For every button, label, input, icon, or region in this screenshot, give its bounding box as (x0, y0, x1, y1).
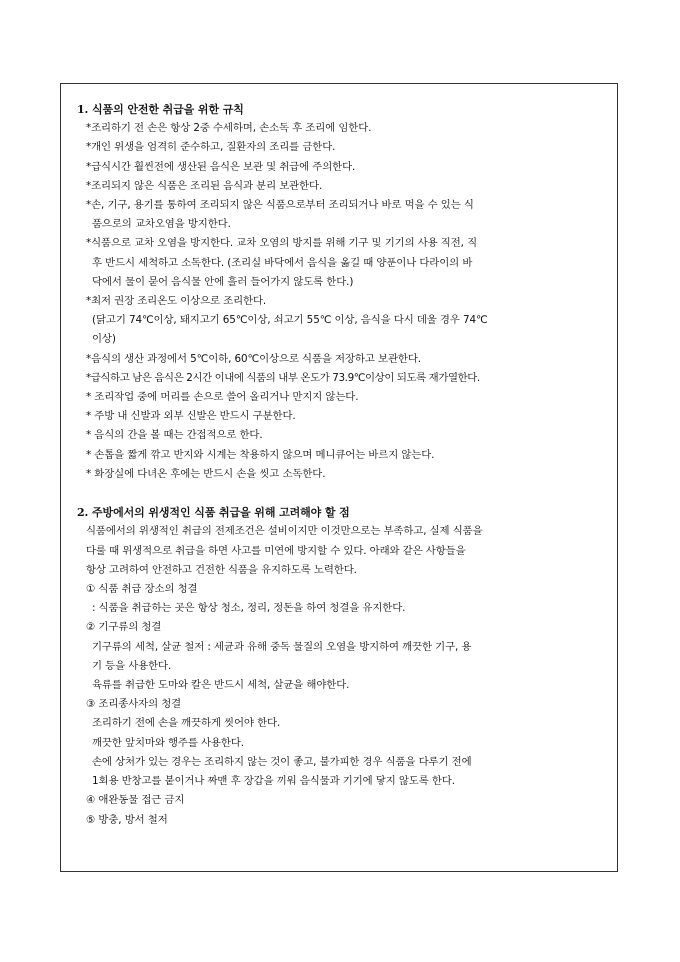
paragraph-line: 기구류의 세척, 살균 철저 : 세균과 유해 중독 물질의 오염을 방지하여 깨끗한 기구, 용 (92, 640, 472, 653)
paragraph-line: 기 등을 사용한다. (92, 659, 172, 672)
rule-line: *손, 기구, 용기를 통하여 조리되지 않은 식품으로부터 조리되거나 바로 먹을 수 있는 식 (86, 199, 474, 212)
paragraph-line: 손에 상처가 있는 경우는 조리하지 않는 것이 좋고, 불가피한 경우 식품을 다루기 전에 (92, 755, 472, 768)
subheading: ⑤ 방충, 방서 철저 (86, 813, 168, 826)
rule-line: *조리되지 않은 식품은 조리된 음식과 분리 보관한다. (86, 179, 323, 192)
rule-line: * 주방 내 신발과 외부 신발은 반드시 구분한다. (86, 410, 296, 423)
rule-line: *개인 위생을 엄격히 준수하고, 질환자의 조리를 금한다. (86, 141, 336, 154)
paragraph-line: 1회용 반창고를 붙이거나 짜맨 후 장갑을 끼워 음식물과 기기에 닿지 않도록 한다. (92, 775, 455, 788)
subheading: ③ 조리종사자의 청결 (86, 698, 182, 711)
rule-line: (닭고기 74℃이상, 돼지고기 65℃이상, 쇠고기 55℃ 이상, 음식을 다시 데울 경우 74℃ (92, 314, 488, 327)
section-spacer (77, 484, 603, 503)
rule-line: 후 반드시 세척하고 소독한다. (조리실 바닥에서 음식을 옮길 때 양푼이나 다라이의 바 (92, 256, 473, 269)
rule-line: 품으로의 교차오염을 방지한다. (92, 218, 231, 231)
rule-line: 닥에서 물이 묻어 음식물 안에 흘러 들어가지 않도록 한다.) (92, 275, 354, 288)
document-body (77, 100, 603, 830)
rule-line: * 화장실에 다녀온 후에는 반드시 손을 씻고 소독한다. (86, 467, 326, 480)
rule-line: *급식시간 훨씬전에 생산된 음식은 보관 및 취급에 주의한다. (86, 160, 356, 173)
subheading: ② 기구류의 청결 (86, 621, 162, 634)
paragraph-line: 항상 고려하여 안전하고 건전한 식품을 유지하도록 노력한다. (86, 563, 357, 576)
subheading: ① 식품 취급 장소의 청결 (86, 583, 198, 596)
paragraph-line: : 식품을 취급하는 곳은 항상 청소, 정리, 정돈을 하여 청결을 유지한다. (92, 602, 406, 615)
section2-title: 2. 주방에서의 위생적인 식품 취급을 위해 고려해야 할 점 (77, 506, 350, 520)
paragraph-line: 깨끗한 앞치마와 행주를 사용한다. (92, 736, 244, 749)
section1-title: 1. 식품의 안전한 취급을 위한 규칙 (77, 103, 244, 116)
subheading: ④ 애완동물 접근 금지 (86, 794, 185, 807)
rule-line: * 손톱을 짧게 깎고 반지와 시계는 착용하지 않으며 메니큐어는 바르지 않는다. (86, 448, 435, 461)
rule-line: *식품으로 교차 오염을 방지한다. 교차 오염의 방지를 위해 기구 및 기기의 사용 직전, 직 (86, 237, 478, 250)
paragraph-line: 조리하기 전에 손을 깨끗하게 씻어야 한다. (92, 717, 281, 730)
rule-line: * 조리작업 중에 머리를 손으로 쓸어 올리거나 만지지 않는다. (86, 391, 359, 404)
rule-line: *급식하고 남은 음식은 2시간 이내에 식품의 내부 온도가 73.9℃이상이 되도록 재가열한다. (86, 371, 480, 384)
rule-line: * 음식의 간을 볼 때는 간접적으로 한다. (86, 429, 263, 442)
paragraph-line: 다룰 때 위생적으로 취급을 하면 사고를 미연에 방지할 수 있다. 아래와 같은 사항들을 (86, 544, 466, 557)
rule-line: *조리하기 전 손은 항상 2중 수세하며, 손소독 후 조리에 임한다. (86, 122, 372, 135)
rule-line: *최저 권장 조리온도 이상으로 조리한다. (86, 295, 267, 308)
paragraph-line: 육류를 취급한 도마와 칼은 반드시 세척, 살균을 해야한다. (92, 679, 350, 692)
paragraph-line: 식품에서의 위생적인 취급의 전제조건은 설비이지만 이것만으로는 부족하고, 실제 식품을 (86, 525, 483, 538)
document-frame (60, 83, 618, 872)
rule-line: 이상) (92, 333, 116, 346)
rule-line: *음식의 생산 과정에서 5℃이하, 60℃이상으로 식품을 저장하고 보관한다. (86, 352, 421, 365)
